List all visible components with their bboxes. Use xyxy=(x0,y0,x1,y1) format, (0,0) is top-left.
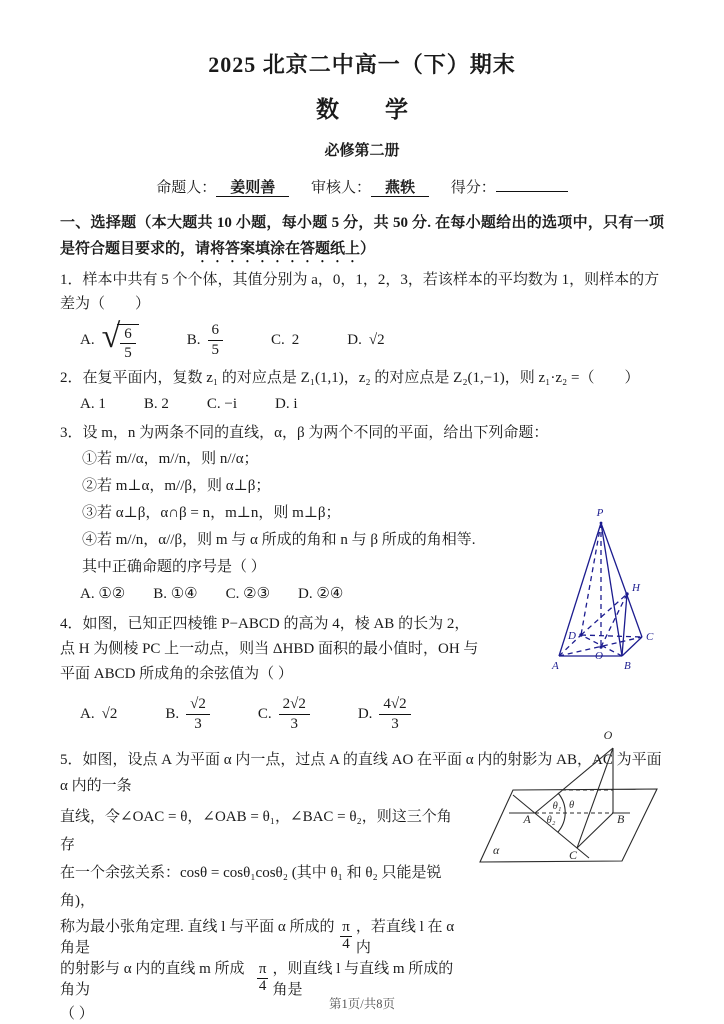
point-d xyxy=(579,633,582,636)
segment-dh xyxy=(581,594,627,635)
score-label: 得分： xyxy=(450,180,496,196)
fraction-denominator: 5 xyxy=(208,340,224,359)
edge-dc xyxy=(581,635,642,637)
reviewer-pair xyxy=(311,180,429,196)
setter-pair xyxy=(156,180,289,196)
q3-proposition-3: ③若 α⊥β，α∩β = n，m⊥n，则 m⊥β； xyxy=(82,505,341,521)
q3-option-d: D. ②④ xyxy=(298,586,344,602)
q4-option-d xyxy=(358,696,411,732)
option-label: B. xyxy=(165,705,180,722)
question-2-options xyxy=(60,392,664,416)
question-1-options xyxy=(60,318,664,362)
page-title: 2025 北京二中高一（下）期末 xyxy=(208,52,516,77)
question-4-line-1: 4．如图，已知正四棱锥 P−ABCD 的高为 4，棱 AB 的长为 2， xyxy=(60,616,470,632)
pi-over-4-fraction xyxy=(257,962,269,995)
fraction-numerator: π xyxy=(342,918,350,935)
option-label: A. xyxy=(80,705,95,722)
fraction-denominator: 3 xyxy=(186,714,210,733)
reviewer-name: 燕轶 xyxy=(371,180,429,197)
pyramid-label-h: H xyxy=(632,582,640,594)
option-value: 2 xyxy=(291,331,300,348)
q1-option-c xyxy=(271,332,299,349)
option-label: D. xyxy=(347,331,362,348)
q4-option-c xyxy=(258,696,310,732)
fraction-numerator: π xyxy=(258,960,267,977)
fraction xyxy=(379,696,410,732)
q3-conclusion: 其中正确命题的序号是（ ） xyxy=(82,559,266,575)
q3-option-a: A. ①② xyxy=(80,586,126,602)
pi-over-4-fraction xyxy=(340,920,352,953)
fraction-numerator: 6 xyxy=(211,322,220,338)
point-h xyxy=(625,592,628,595)
reviewer-label: 审核人： xyxy=(310,180,371,196)
exam-meta xyxy=(60,176,664,200)
section-heading-pre: 一、选择题（本大题共 10 小题，每小题 5 分，共 50 分. 在每小题给出的选项中，只有一项是符合题目要求的， xyxy=(60,215,664,257)
pyramid-label-d: D xyxy=(568,630,576,642)
option-value: √2 xyxy=(368,331,385,348)
option-value: √2 xyxy=(101,705,118,722)
question-2-text: 2．在复平面内，复数 z₁ 的对应点是 Z₁(1,1)，z₂ 的对应点是 Z₂(1,−1)，则 z₁·z₂ =（ ） xyxy=(60,370,640,386)
pyramid-figure xyxy=(540,503,680,675)
fraction-numerator: 4√2 xyxy=(383,696,407,712)
angle-label-theta: θ xyxy=(569,800,575,811)
option-label: C. xyxy=(257,705,272,722)
fraction-numerator: 2√2 xyxy=(282,696,306,712)
question-4-line-3: 平面 ABCD 所成角的余弦值为（ ） xyxy=(60,666,293,682)
line-bc xyxy=(577,813,613,848)
plane-label-a: A xyxy=(523,812,531,826)
option-label: A. xyxy=(80,331,95,348)
pyramid-label-b: B xyxy=(624,660,631,672)
plane-label-o: O xyxy=(603,728,613,742)
q3-proposition-4: ④若 m//n，α//β，则 m 与 α 所成的角和 n 与 β 所成的角相等. xyxy=(82,532,476,548)
angle-label-theta1: θ₁ xyxy=(552,801,562,812)
question-4-line-2: 点 H 为侧棱 PC 上一动点，则当 ΔHBD 面积的最小值时，OH 与 xyxy=(60,641,479,657)
q5-line4-post: ，若直线 l 在 α 内 xyxy=(355,919,455,956)
q1-option-d xyxy=(347,332,384,349)
setter-label: 命题人： xyxy=(156,180,217,196)
fraction xyxy=(186,696,210,732)
fraction-numerator: √2 xyxy=(190,696,206,712)
plane-projection-figure xyxy=(468,724,724,886)
setter-name: 姜则善 xyxy=(216,180,289,197)
plane-label-c: C xyxy=(568,848,578,862)
question-3-text: 3．设 m，n 为两条不同的直线，α，β 为两个不同的平面，给出下列命题： xyxy=(60,425,549,441)
option-label: D. xyxy=(357,705,373,722)
q1-option-b xyxy=(187,322,223,358)
score-blank-line xyxy=(496,177,568,192)
fraction xyxy=(208,322,224,358)
emphasized-instruction: 请将答案填涂在答题纸上 xyxy=(195,241,361,257)
sqrt-fraction-expression xyxy=(102,319,139,362)
angle-label-theta2: θ₂ xyxy=(546,815,556,826)
book-subtitle: 必修第二册 xyxy=(324,143,400,159)
fraction-denominator: 3 xyxy=(379,714,410,733)
q3-proposition-1: ①若 m//α，m//n，则 n//α； xyxy=(82,451,259,467)
plane-label-b: B xyxy=(617,812,625,826)
fraction-denominator: 5 xyxy=(120,343,136,362)
q2-option-c: C. −i xyxy=(206,396,237,412)
q1-option-a xyxy=(80,319,139,362)
fraction-denominator: 4 xyxy=(257,978,269,995)
page-footer: 第1页/共8页 xyxy=(329,997,395,1011)
section-heading-post: ） xyxy=(360,241,376,257)
point-p xyxy=(600,522,603,525)
question-5-line-1: 5．如图，设点 A 为平面 α 内一点，过点 A 的直线 AO 在平面 α 内的射影为 AB，AC 为平面 α 内的一条 xyxy=(60,752,662,794)
edge-pd xyxy=(581,523,601,635)
pyramid-label-c: C xyxy=(646,631,654,643)
plane-label-alpha: α xyxy=(493,843,500,857)
subject-title: 数 学 xyxy=(316,97,408,122)
q5-line5-pre: 的射影与 α 内的直线 m 所成角为 xyxy=(60,961,245,998)
option-label: C. xyxy=(271,331,285,348)
q5-line5-post: ，则直线 l 与直线 m 所成的角是 xyxy=(272,961,454,998)
point-o xyxy=(599,645,602,648)
score-pair xyxy=(451,180,568,196)
question-5-line-4 xyxy=(60,915,462,957)
section-heading xyxy=(60,210,664,266)
q4-option-b xyxy=(165,696,210,732)
radicand xyxy=(117,324,139,362)
q3-proposition-2: ②若 m⊥α，m//β，则 α⊥β； xyxy=(82,478,271,494)
fraction xyxy=(120,326,136,362)
question-5-line-2: 直线，令∠OAC = θ，∠OAB = θ₁，∠BAC = θ₂，则这三个角存 xyxy=(60,809,452,853)
fraction xyxy=(279,696,310,732)
fraction-denominator: 4 xyxy=(340,936,352,953)
edge-pc xyxy=(601,523,642,637)
pyramid-label-o: O xyxy=(595,650,603,662)
q3-option-b: B. ①④ xyxy=(153,586,198,602)
option-label: B. xyxy=(186,331,201,348)
fraction-denominator: 3 xyxy=(279,714,310,733)
question-5-answer-parens: （ ） xyxy=(60,1006,94,1022)
question-1-text: 1．样本中共有 5 个个体，其值分别为 a，0，1，2，3，若该样本的平均数为 1，则样本的方差为（ ） xyxy=(60,272,660,312)
q2-option-a: A. 1 xyxy=(80,396,106,412)
fraction-numerator: 6 xyxy=(124,325,132,342)
q5-line4-pre: 称为最小张角定理. 直线 l 与平面 α 所成的角是 xyxy=(60,919,335,956)
pyramid-label-a: A xyxy=(552,660,559,672)
q2-option-b: B. 2 xyxy=(143,396,169,412)
q3-option-c: C. ②③ xyxy=(225,586,271,602)
q4-option-a xyxy=(80,706,117,723)
question-5-line-3: 在一个余弦关系：cosθ = cosθ₁cosθ₂ (其中 θ₁ 和 θ₂ 只能是锐角)， xyxy=(60,865,442,909)
question-5-line-5 xyxy=(60,957,462,999)
pyramid-label-p: P xyxy=(596,507,604,519)
line-ac-extended xyxy=(513,795,589,858)
q2-option-d: D. i xyxy=(275,396,298,412)
radical-sign: √ xyxy=(101,317,121,355)
